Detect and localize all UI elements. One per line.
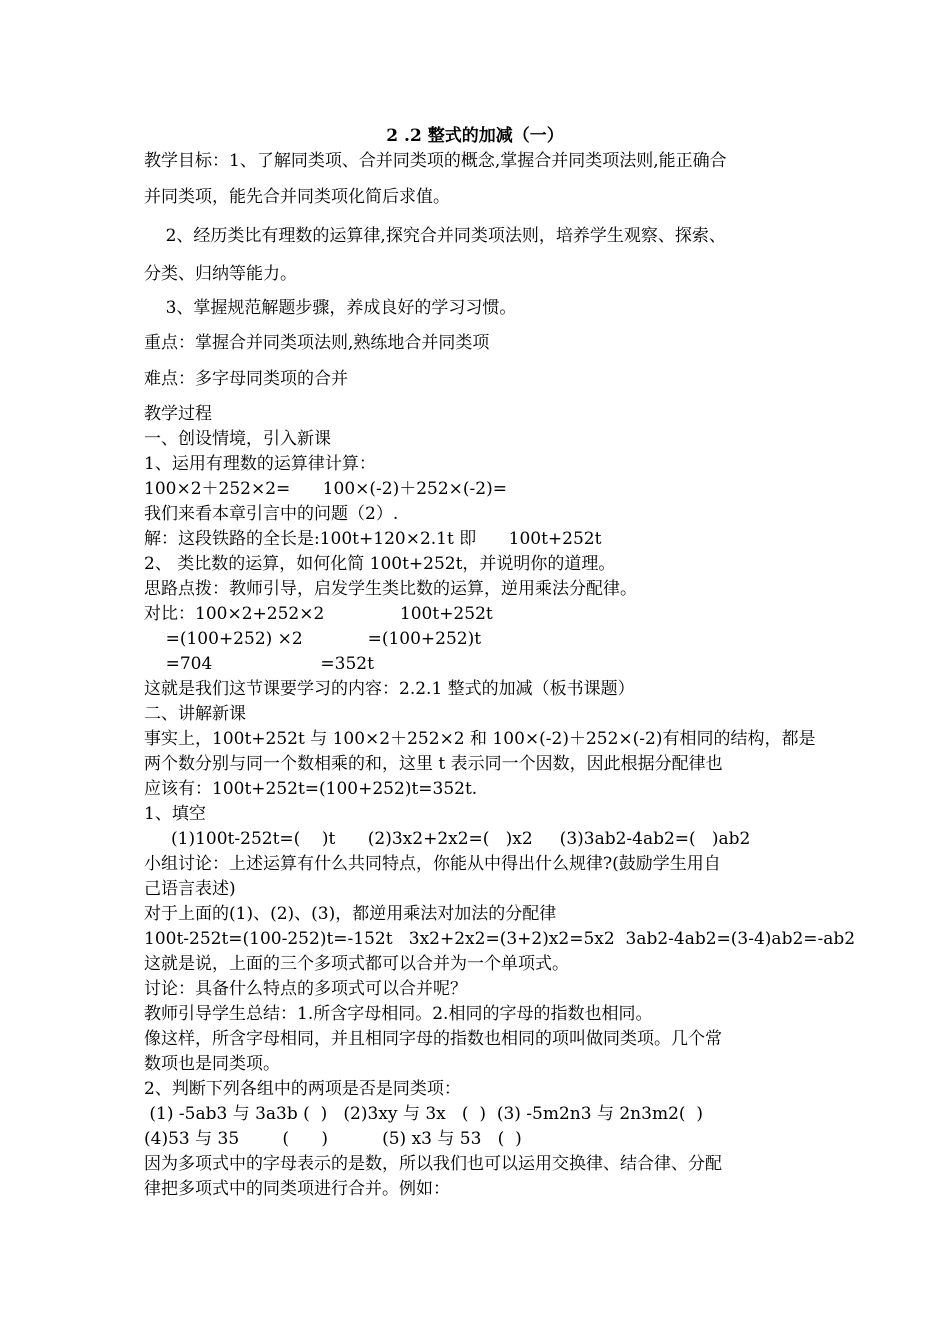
text-line: 教学过程 [144,404,212,424]
text-line: 因为多项式中的字母表示的是数，所以我们也可以运用交换律、结合律、分配 [144,1154,722,1174]
text-line: 2、经历类比有理数的运算律,探究合并同类项法则，培养学生观察、探索、 [144,226,726,246]
text-line: 一、创设情境，引入新课 [144,429,331,449]
text-line: 难点：多字母同类项的合并 [144,369,348,389]
text-line: 并同类项，能先合并同类项化简后求值。 [144,187,450,207]
text-line: 对比：100×2+252×2 100t+252t [144,604,493,624]
text-line: 事实上，100t+252t 与 100×2＋252×2 和 100×(-2)＋252×(-2)有相同的结构，都是 [144,729,816,749]
page-title: 2 .2 整式的加减（一） [386,126,564,146]
text-line: =(100+252) ×2 =(100+252)t [144,629,482,649]
text-line: 己语言表述) [144,879,236,899]
text-line: 100×2＋252×2= 100×(-2)＋252×(-2)= [144,479,507,499]
text-line: (1)100t-252t=( )t (2)3x2+2x2=( )x2 (3)3ab2-4ab2=( )ab2 [144,829,751,849]
text-line: 这就是我们这节课要学习的内容：2.2.1 整式的加减（板书课题） [144,679,635,699]
text-line: 解：这段铁路的全长是:100t+120×2.1t 即 100t+252t [144,529,602,549]
text-line: 分类、归纳等能力。 [144,264,297,284]
text-line: 3、掌握规范解题步骤，养成良好的学习习惯。 [144,298,517,318]
text-line: (4)53 与 35 ( ) (5) x3 与 53 ( ) [144,1129,522,1149]
text-line: 100t-252t=(100-252)t=-152t 3x2+2x2=(3+2)x2=5x2 3ab2-4ab2=(3-4)ab2=-ab2 [144,929,856,949]
text-line: (1) -5ab3 与 3a3b ( ) (2)3xy 与 3x ( ) (3) -5m2n3 与 2n3m2( ) [144,1104,703,1124]
text-line: 两个数分别与同一个数相乘的和，这里 t 表示同一个因数，因此根据分配律也 [144,754,723,774]
text-line: 2、判断下列各组中的两项是否是同类项： [144,1079,461,1099]
text-line: 二、讲解新课 [144,704,246,724]
text-line: 这就是说，上面的三个多项式都可以合并为一个单项式。 [144,954,569,974]
text-line: 数项也是同类项。 [144,1054,280,1074]
text-line: =704 =352t [144,654,374,674]
text-line: 1、运用有理数的运算律计算： [144,454,376,474]
text-line: 2、 类比数的运算，如何化简 100t+252t，并说明你的道理。 [144,554,616,574]
text-line: 教学目标：1、了解同类项、合并同类项的概念,掌握合并同类项法则,能正确合 [144,151,727,171]
text-line: 讨论：具备什么特点的多项式可以合并呢？ [144,979,467,999]
text-line: 律把多项式中的同类项进行合并。例如： [144,1179,450,1199]
text-line: 思路点拨：教师引导，启发学生类比数的运算，逆用乘法分配律。 [144,579,637,599]
text-line: 重点：掌握合并同类项法则,熟练地合并同类项 [144,333,490,353]
text-line: 教师引导学生总结：1.所含字母相同。2.相同的字母的指数也相同。 [144,1004,653,1024]
text-line: 对于上面的(1)、(2)、(3)，都逆用乘法对加法的分配律 [144,904,557,924]
text-line: 应该有：100t+252t=(100+252)t=352t. [144,779,478,799]
text-line: 我们来看本章引言中的问题（2）. [144,504,399,524]
text-line: 像这样，所含字母相同，并且相同字母的指数也相同的项叫做同类项。几个常 [144,1029,722,1049]
text-line: 小组讨论：上述运算有什么共同特点，你能从中得出什么规律?(鼓励学生用自 [144,854,721,874]
text-line: 1、填空 [144,804,206,824]
